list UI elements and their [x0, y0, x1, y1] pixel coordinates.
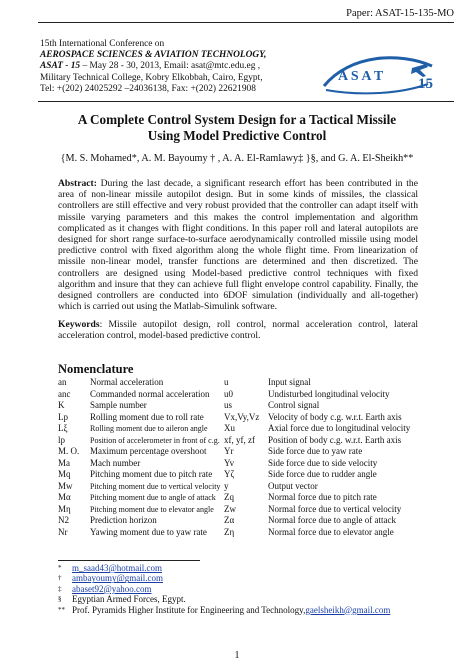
nomenclature-description: Output vector — [268, 480, 318, 491]
conf-line-2: AEROSPACE SCIENCES & AVIATION TECHNOLOGY, — [40, 50, 267, 61]
nomenclature-description: Commanded normal acceleration — [90, 388, 210, 399]
nomenclature-description: Normal force due to vertical velocity — [268, 503, 402, 514]
nomenclature-symbol: u0 — [224, 388, 233, 399]
nomenclature-row — [58, 446, 418, 458]
nomenclature-description: Side force due to side velocity — [268, 457, 378, 468]
email-link[interactable]: abaset92@yahoo.com — [72, 583, 152, 594]
nomenclature-description: Sample number — [90, 400, 147, 410]
nomenclature-symbol: Zα — [224, 515, 235, 525]
nomenclature-symbol: Mq — [58, 469, 71, 479]
keywords — [58, 319, 418, 341]
nomenclature-symbol: Vx,Vy,Vz — [224, 411, 260, 422]
nomenclature-symbol: Mη — [58, 503, 71, 514]
nomenclature-description: Position of body c.g. w.r.t. Earth axis — [268, 434, 402, 445]
nomenclature-description: Pitching moment due to vertical velocity — [90, 481, 221, 491]
paper-title: A Complete Control System Design for a Tactical Missile Using Model Predictive Control — [77, 112, 397, 143]
email-link[interactable]: ambayoumy@gmail.com — [72, 573, 164, 584]
nomenclature-symbol: Yr — [224, 446, 234, 456]
nomenclature-heading: Nomenclature — [58, 362, 134, 376]
nomenclature-symbol: Nr — [58, 526, 68, 537]
abstract-label: Abstract: — [58, 178, 97, 189]
nomenclature-symbol: Zw — [224, 503, 236, 514]
nomenclature-description: Normal acceleration — [90, 377, 164, 387]
nomenclature-symbol: Lp — [58, 411, 68, 422]
nomenclature-description: Undisturbed longitudinal velocity — [268, 388, 390, 399]
nomenclature-row — [58, 423, 418, 435]
header-rule — [38, 22, 454, 23]
footnote — [58, 605, 418, 615]
footnote — [58, 573, 418, 583]
footnote-mark: † — [58, 574, 62, 583]
footnotes — [58, 563, 418, 615]
nomenclature-symbol: an — [58, 377, 67, 387]
nomenclature-symbol: u — [224, 377, 229, 387]
nomenclature-description: Velocity of body c.g. w.r.t. Earth axis — [268, 411, 402, 422]
nomenclature-symbol: xf, yf, zf — [224, 434, 255, 445]
nomenclature-description: Pitching moment due to pitch rate — [90, 469, 213, 479]
logo-text: A S A T — [338, 69, 384, 84]
footnote — [58, 594, 418, 604]
footnote-mark: * — [58, 564, 62, 572]
conf-line-5: Tel: +(202) 24025292 –24036138, Fax: +(202) 22621908 — [40, 83, 256, 94]
page-number: 1 — [234, 650, 240, 661]
nomenclature-row — [58, 458, 418, 470]
nomenclature-row — [58, 435, 418, 447]
nomenclature-row — [58, 504, 418, 516]
nomenclature-symbol: Ma — [58, 457, 70, 468]
nomenclature-description: Side force due to rudder angle — [268, 469, 377, 479]
footnote — [58, 584, 418, 594]
nomenclature-symbol: y — [224, 480, 229, 491]
nomenclature-description: Mach number — [90, 457, 141, 468]
footnote-text: Prof. Pyramids Higher Institute for Engineering and Technology, — [72, 604, 306, 615]
nomenclature-symbol: Mw — [58, 480, 73, 491]
nomenclature-description: Rolling moment due to roll rate — [90, 411, 204, 422]
nomenclature-description: Side force due to yaw rate — [268, 446, 363, 456]
nomenclature-description: Input signal — [268, 377, 311, 387]
nomenclature-row — [58, 481, 418, 493]
nomenclature-symbol: N2 — [58, 515, 69, 525]
nomenclature-symbol: M. O. — [58, 446, 80, 456]
footnote — [58, 563, 418, 573]
nomenclature-description: Position of accelerometer in front of c.g. — [90, 435, 220, 445]
conf-line-4: Military Technical College, Kobry Elkobbah, Cairo, Egypt, — [40, 72, 263, 83]
keywords-label: Keywords — [58, 319, 100, 330]
nomenclature-symbol: Mα — [58, 492, 71, 502]
abstract — [58, 178, 418, 312]
email-link[interactable]: gaelsheikh@gmail.com — [305, 604, 391, 615]
nomenclature-row — [58, 492, 418, 504]
nomenclature-table — [58, 377, 418, 538]
nomenclature-symbol: us — [224, 400, 233, 410]
nomenclature-symbol: Zq — [224, 492, 234, 502]
nomenclature-description: Rolling moment due to aileron angle — [90, 424, 208, 433]
nomenclature-row — [58, 469, 418, 481]
keywords-text: : Missile autopilot design, roll control, normal acceleration control, lateral acceleration control, model-based predictive control. — [58, 319, 418, 342]
nomenclature-description: Pitching moment due to angle of attack — [90, 493, 216, 502]
footnote-mark: § — [58, 595, 62, 604]
nomenclature-description: Normal force due to pitch rate — [268, 492, 377, 502]
nomenclature-symbol: K — [58, 400, 65, 410]
nomenclature-symbol: Lξ — [58, 423, 68, 433]
nomenclature-row — [58, 377, 418, 389]
footnote-text: Egyptian Armed Forces, Egypt. — [72, 594, 186, 605]
asat-logo — [320, 50, 450, 98]
separator-rule — [38, 101, 454, 102]
nomenclature-description: Maximum percentage overshoot — [90, 446, 207, 456]
authors: {M. S. Mohamed*, A. M. Bayoumy † , A. A. El-Ramlawy‡ }§, and G. A. El-Sheikh** — [60, 153, 414, 164]
logo-number: 15 — [418, 76, 433, 92]
nomenclature-row — [58, 389, 418, 401]
nomenclature-row — [58, 527, 418, 539]
conf-line-1: 15th International Conference on — [40, 39, 165, 49]
paper-id: Paper: ASAT-15-135-MO — [346, 8, 454, 19]
nomenclature-description: Pitching moment due to elevator angle — [90, 504, 214, 514]
abstract-text: During the last decade, a significant research effort has been contributed in the area of non-linear missile autopilot design. But in some kinds of missiles, the classical controllers are still effective and very robust provided that the controller can adapt itself with missile varying parameters and this makes the control implementation and algorithm complicated as it changes with flight conditions. In this paper roll and lateral autopilots are designed for short range surface-to-surface aerodynamically controlled missile using model predictive control with fixed algorithm along the whole flight time. From linearization of missile non-linear model, transfer functions are determined and then discretized. The controllers are designed using Model-based predictive control techniques with fixed algorithm and insure that they can achieve full flight envelope control capability. Finally, the designed controllers are conducted into 6DOF simulation (individually and all-together) which is carried out using the Matlab-Simulink software. — [58, 178, 418, 313]
conf-line-3: ASAT - 15 – May 28 - 30, 2013, Email: asat@mtc.edu.eg , — [40, 61, 261, 72]
nomenclature-description: Control signal — [268, 400, 320, 410]
nomenclature-symbol: Yv — [224, 457, 235, 468]
nomenclature-row — [58, 515, 418, 527]
nomenclature-row — [58, 400, 418, 412]
nomenclature-description: Axial force due to longitudinal velocity — [268, 423, 411, 433]
nomenclature-description: Normal force due to angle of attack — [268, 515, 396, 525]
footnote-mark: ‡ — [58, 584, 62, 593]
nomenclature-symbol: Yζ — [224, 469, 235, 479]
nomenclature-description: Normal force due to elevator angle — [268, 526, 394, 537]
nomenclature-symbol: anc — [58, 388, 71, 399]
nomenclature-symbol: lp — [58, 434, 66, 445]
nomenclature-row — [58, 412, 418, 424]
nomenclature-description: Prediction horizon — [90, 515, 157, 525]
nomenclature-symbol: Xu — [224, 423, 235, 433]
footnote-mark: ** — [58, 605, 65, 614]
email-link[interactable]: m_saad43@hotmail.com — [72, 563, 163, 573]
nomenclature-symbol: Zη — [224, 526, 235, 537]
footnote-rule — [58, 560, 200, 561]
nomenclature-description: Yawing moment due to yaw rate — [90, 526, 207, 537]
